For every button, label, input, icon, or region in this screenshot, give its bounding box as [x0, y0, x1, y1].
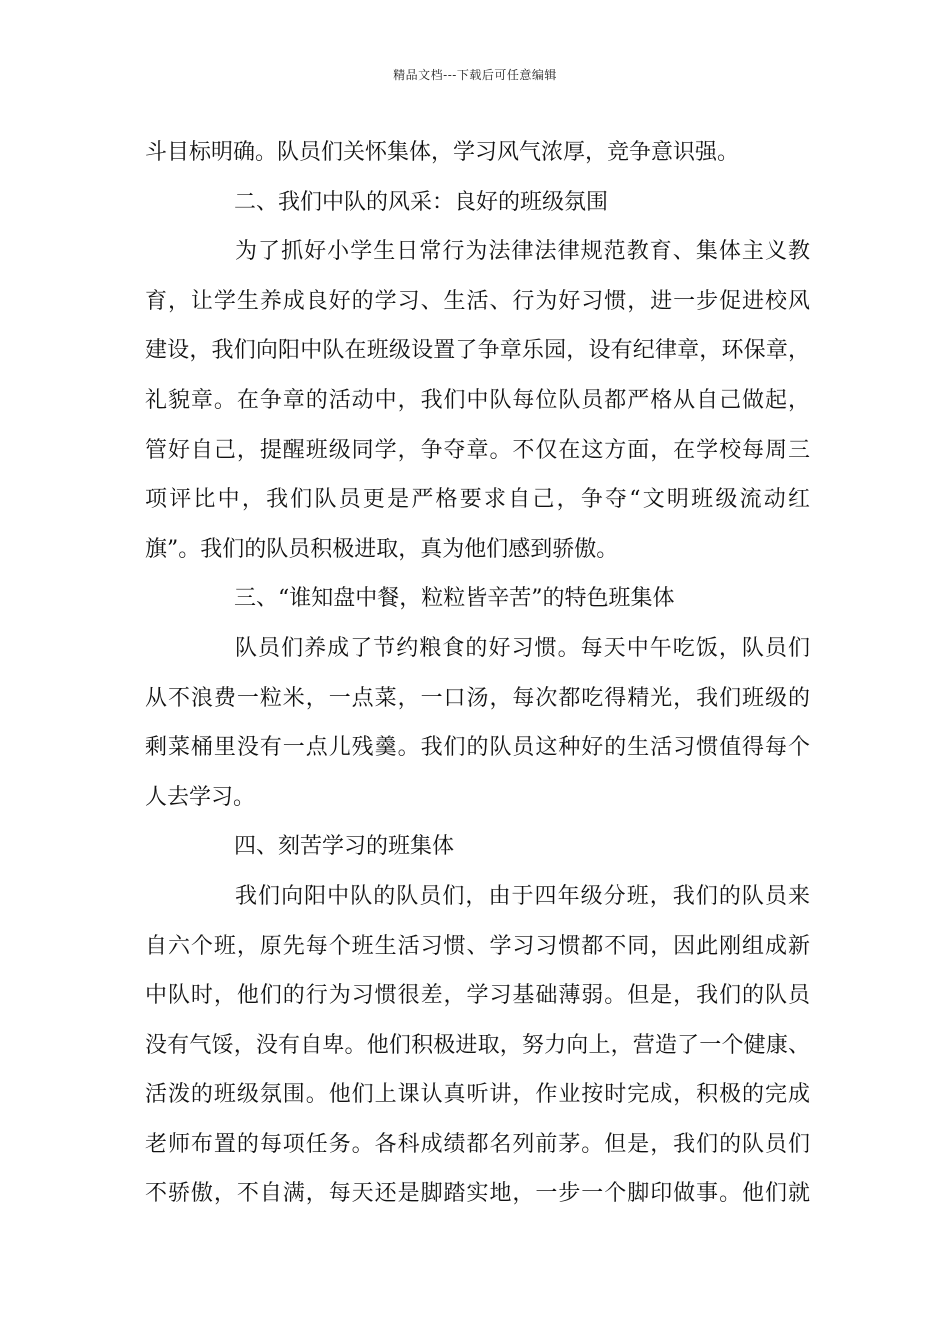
text-line: 老师布置的每项任务。各科成绩都名列前茅。但是，我们的队员们 [145, 1131, 810, 1157]
text-line: 没有气馁，没有自卑。他们积极进取，努力向上，营造了一个健康、 [145, 1032, 810, 1058]
text-line: 从不浪费一粒米，一点菜，一口汤，每次都吃得精光，我们班级的 [145, 685, 810, 711]
text-line: 活泼的班级氛围。他们上课认真听讲，作业按时完成，积极的完成 [145, 1082, 810, 1108]
text-line: 礼貌章。在争章的活动中，我们中队每位队员都严格从自己做起， [145, 387, 810, 413]
text-line: 项评比中，我们队员更是严格要求自己，争夺“文明班级流动红 [145, 487, 810, 513]
text-line: 管好自己，提醒班级同学，争夺章。不仅在这方面，在学校每周三 [145, 437, 810, 463]
text-line: 剩菜桶里没有一点儿残羹。我们的队员这种好的生活习惯值得每个 [145, 735, 810, 761]
text-line: 自六个班，原先每个班生活习惯、学习习惯都不同，因此刚组成新 [145, 933, 810, 959]
section-heading-4: 四、刻苦学习的班集体 [234, 834, 455, 860]
body-text [145, 128, 810, 1219]
section-heading-2: 二、我们中队的风采：良好的班级氛围 [234, 189, 609, 215]
text-line: 斗目标明确。队员们关怀集体，学习风气浓厚，竞争意识强。 [145, 140, 740, 165]
section-heading-3: 三、“谁知盘中餐，粒粒皆辛苦”的特色班集体 [234, 586, 675, 612]
text-line: 人去学习。 [145, 784, 256, 810]
paragraph-start-line: 队员们养成了节约粮食的好习惯。每天中午吃饭，队员们 [235, 635, 810, 661]
text-line: 旗”。我们的队员积极进取，真为他们感到骄傲。 [145, 536, 619, 562]
text-line: 不骄傲，不自满，每天还是脚踏实地，一步一个脚印做事。他们就 [145, 1181, 810, 1207]
paragraph-start-line: 为了抓好小学生日常行为法律法律规范教育、集体主义教 [235, 239, 810, 265]
page-header: 精品文档---下载后可任意编辑 [393, 68, 557, 82]
text-line: 育，让学生养成良好的学习、生活、行为好习惯，进一步促进校风 [145, 288, 810, 314]
text-line: 建设，我们向阳中队在班级设置了争章乐园，设有纪律章，环保章， [145, 338, 810, 364]
text-line: 中队时，他们的行为习惯很差，学习基础薄弱。但是，我们的队员 [145, 983, 810, 1009]
paragraph-start-line: 我们向阳中队的队员们，由于四年级分班，我们的队员来 [235, 883, 810, 909]
